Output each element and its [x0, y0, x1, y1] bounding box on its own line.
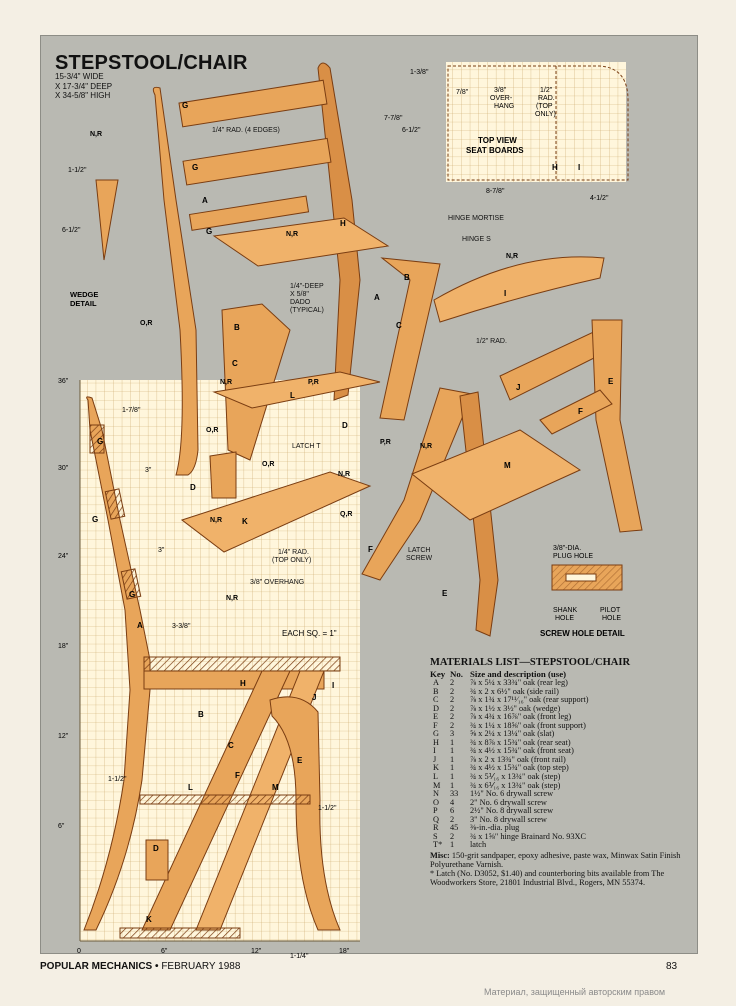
part-letter: M [504, 461, 511, 470]
material-key: K [433, 763, 439, 773]
material-desc: ¾ x 6⅟₁₆ x 13¾" oak (step) [470, 780, 561, 790]
material-desc: ⅞ x 1¾ x 17¹¹⁄₁₆" oak (rear support) [470, 695, 589, 705]
material-desc: 1½" No. 6 drywall screw [470, 789, 554, 799]
material-qty: 1 [450, 763, 455, 773]
sv-label-g1: G [97, 437, 104, 446]
misc-text: 150-grit sandpaper, epoxy adhesive, paste wax, Minwax Satin Finish Polyurethane Varnish. [430, 850, 681, 869]
dim-depth: X 17-3/4" DEEP [55, 81, 113, 91]
dim-width: 15-3/4" WIDE [55, 72, 104, 81]
side-part-m [140, 795, 310, 804]
material-key: G [433, 729, 439, 739]
material-key: O [433, 797, 439, 807]
materials-title: MATERIALS LIST—STEPSTOOL/CHAIR [430, 657, 631, 668]
sv-dim-3: 3" [158, 547, 165, 554]
sv-dim-7: 1-1/4" [290, 953, 309, 960]
material-qty: 2 [450, 678, 455, 687]
material-key: F [433, 720, 438, 730]
tv-dim-1: 1-3/8" [410, 69, 429, 76]
material-key: C [433, 695, 439, 705]
sv-dim-6: 1-1/2" [318, 805, 337, 812]
materials-note: * Latch (No. D3052, $1.40) and counterboring bits available from The Woodworkers Store, 21801 Industrial Blvd., Rogers, MN 55374. [430, 868, 665, 887]
material-desc: ¾ x 4½ x 15¾" oak (front seat) [470, 746, 574, 756]
sv-label-j: J [312, 693, 317, 702]
hinge-label: HINGE S [462, 236, 491, 243]
part-letter: H [340, 219, 346, 228]
tv-part-h: H [552, 163, 558, 172]
x-tick-label: 0 [77, 948, 81, 955]
material-qty: 6 [450, 806, 455, 816]
rad-edges-label: 1/4" RAD. (4 EDGES) [212, 127, 280, 134]
y-tick-label: 24" [58, 553, 69, 560]
material-desc: ¾ x 1¼ x 18⅝" oak (front support) [470, 720, 586, 730]
material-desc: ¾ x 1⅝" hinge Brainard No. 93XC [470, 831, 587, 841]
latch-label: LATCH T [292, 443, 321, 450]
tv-dim-2: 7-7/8" [384, 115, 403, 122]
part-letter: F [578, 407, 583, 416]
material-qty: 1 [450, 754, 455, 764]
material-desc: ¾ x 4½ x 15¾" oak (top step) [470, 763, 569, 773]
material-key: P [433, 806, 438, 816]
hinge-mortise-label: HINGE MORTISE [448, 215, 504, 222]
each-square-note: EACH SQ. = 1" [282, 629, 337, 638]
part-letter: B [234, 323, 240, 332]
rad-half-label: 1/2" RAD. [476, 338, 507, 345]
sv-label-i: I [332, 681, 335, 690]
plug-hole-label: 3/8"-DIA. PLUG HOLE [553, 545, 594, 560]
materials-row [430, 679, 688, 688]
sv-label-h: H [240, 679, 246, 688]
fastener-label: N,R [420, 443, 433, 450]
top-view-seat-boards [384, 62, 628, 202]
material-key: H [433, 737, 439, 747]
material-desc: 2" No. 6 drywall screw [470, 797, 547, 807]
tv-dim-width: 8-7/8" [486, 188, 505, 195]
material-qty: 33 [450, 789, 459, 799]
fastener-label: O,R [262, 461, 275, 468]
material-qty: 1 [450, 840, 455, 850]
fastener-label: N,R [210, 517, 223, 524]
materials-row [430, 833, 688, 842]
part-letter: A [374, 293, 380, 302]
part-letter: G [182, 101, 189, 110]
material-qty: 45 [450, 823, 459, 833]
misc-label: Misc: [430, 850, 450, 860]
material-qty: 2 [450, 720, 455, 730]
material-key: Q [433, 814, 439, 824]
material-qty: 2 [450, 814, 455, 824]
top-view-label: TOP VIEW SEAT BOARDS [466, 136, 524, 155]
sv-label-k: K [146, 915, 152, 924]
shank-hole-label: SHANK HOLE [553, 607, 578, 622]
x-tick-label: 12" [251, 948, 262, 955]
material-qty: 1 [450, 746, 455, 756]
material-qty: 3 [450, 729, 455, 739]
footer-bullet: • [155, 961, 159, 972]
material-qty: 2 [450, 712, 455, 722]
material-qty: 2 [450, 695, 455, 705]
materials-row [430, 790, 688, 799]
material-qty: 2 [450, 686, 455, 696]
material-key: D [433, 703, 439, 713]
x-tick-label: 18" [339, 948, 350, 955]
material-desc: 3" No. 8 drywall screw [470, 814, 547, 824]
sv-dim-4: 3-3/8" [172, 623, 191, 630]
material-qty: 2 [450, 831, 455, 841]
part-letter: L [290, 391, 295, 400]
pilot-hole-label: PILOT HOLE [600, 607, 622, 622]
side-view-x-axis [77, 948, 350, 955]
header-no: No. [450, 669, 463, 679]
part-letter: E [608, 377, 614, 386]
screw-hole-detail-title: SCREW HOLE DETAIL [540, 629, 625, 638]
material-key: M [433, 780, 441, 790]
fastener-label: N,R [338, 471, 351, 478]
sv-label-g2: G [92, 515, 99, 524]
material-desc: ⅞ x 1½ x 3½" oak (wedge) [470, 703, 561, 713]
x-tick-label: 6" [161, 948, 168, 955]
wedge-label: WEDGE DETAIL [70, 290, 99, 308]
part-letter: B [404, 273, 410, 282]
material-qty: 1 [450, 772, 455, 782]
footer [40, 961, 240, 972]
material-qty: 1 [450, 737, 455, 747]
part-letter: I [504, 289, 507, 298]
sv-label-b: B [198, 710, 204, 719]
part-letter: J [516, 383, 521, 392]
part-letter: D [190, 483, 196, 492]
sv-label-d: D [153, 844, 159, 853]
sv-dim-1: 1-7/8" [122, 407, 141, 414]
material-qty: 4 [450, 797, 455, 807]
fastener-label: N,R [286, 231, 299, 238]
part-letter: D [342, 421, 348, 430]
material-key: S [433, 831, 438, 841]
rad-top-label: 1/4" RAD. (TOP ONLY) [272, 549, 312, 564]
part-letter: C [396, 321, 402, 330]
side-part-h [144, 657, 340, 671]
issue-date: FEBRUARY 1988 [161, 961, 241, 972]
sv-dim-2: 3" [145, 467, 152, 474]
fastener-label: N,R [226, 595, 239, 602]
side-view-y-axis [58, 378, 69, 830]
fastener-label: N,R [220, 379, 233, 386]
sv-label-f: F [235, 771, 240, 780]
fastener-label: P,R [380, 439, 391, 446]
material-key: E [433, 712, 439, 722]
y-tick-label: 6" [58, 823, 65, 830]
material-desc: ⅞ x 2 x 13¾" oak (front rail) [470, 754, 566, 764]
tv-radius: 1/2" RAD. (TOP ONLY) [535, 87, 556, 118]
sv-label-l: L [188, 783, 193, 792]
material-key: R [433, 823, 439, 833]
part-letter: F [368, 545, 373, 554]
material-desc: ¾ x 2 x 6½" oak (side rail) [470, 686, 559, 696]
tv-overhang: 3/8" OVER-HANG [490, 87, 515, 110]
materials-row [430, 841, 688, 850]
material-desc: ¾ x 5⅟₁₆ x 13¾" oak (step) [470, 772, 561, 782]
sv-label-g3: G [129, 590, 136, 599]
sv-dim-5: 1-1/2" [108, 776, 127, 783]
side-part-k [120, 928, 240, 938]
overhang-label: 3/8" OVERHANG [250, 579, 305, 586]
materials-row [430, 816, 688, 825]
sv-label-a: A [137, 621, 143, 630]
part-letter: A [202, 196, 208, 205]
y-tick-label: 18" [58, 643, 69, 650]
material-desc: ⅞ x 5¼ x 33¾" oak (rear leg) [470, 678, 568, 687]
wedge-detail [62, 167, 118, 308]
materials-row [430, 807, 688, 816]
material-desc: 2½" No. 8 drywall screw [470, 806, 554, 816]
fastener-label: Q,R [340, 511, 353, 518]
sv-label-c: C [228, 741, 234, 750]
y-tick-label: 12" [58, 733, 69, 740]
material-desc: ¾ x 8⅞ x 15¾" oak (rear seat) [470, 737, 571, 747]
tv-dim-front: 4-1/2" [590, 195, 609, 202]
dado-label: 1/4"-DEEP X 5/8" DADO (TYPICAL) [290, 283, 324, 314]
material-desc: ⅞ x 4¾ x 16⅞" oak (front leg) [470, 712, 572, 722]
part-letter: G [206, 227, 213, 236]
fastener-label: O,R [206, 427, 219, 434]
page-number: 83 [666, 961, 678, 972]
header-key: Key [430, 669, 446, 679]
tv-dim-4: 7/8" [456, 89, 469, 96]
latch-screw-label: LATCH SCREW [406, 547, 433, 562]
sv-label-e: E [297, 756, 303, 765]
material-qty: 2 [450, 703, 455, 713]
dim-height: X 34-5/8" HIGH [55, 91, 111, 100]
side-view [58, 378, 360, 960]
tv-part-i: I [578, 163, 581, 172]
y-tick-label: 36" [58, 378, 69, 385]
material-key: T* [433, 840, 443, 850]
fastener-label: O,R [140, 320, 153, 327]
fastener-label: N,R [506, 253, 519, 260]
part-letter: E [442, 589, 448, 598]
sv-label-m: M [272, 783, 279, 792]
fastener-label: P,R [308, 379, 319, 386]
materials-row [430, 722, 688, 731]
tv-dim-3: 6-1/2" [402, 127, 421, 134]
materials-list [430, 657, 688, 887]
screw-hole-detail [540, 545, 625, 638]
part-letter: C [232, 359, 238, 368]
materials-misc [430, 851, 688, 869]
material-desc: ⅝ x 2¼ x 13¼" oak (slat) [470, 729, 555, 739]
material-key: J [433, 754, 437, 764]
material-key: A [433, 678, 439, 687]
materials-row [430, 782, 688, 791]
material-key: B [433, 686, 439, 696]
part-letter: G [192, 163, 199, 172]
material-desc: ⅜-in.-dia. plug [470, 823, 520, 833]
fastener-label: N,R [90, 131, 103, 138]
page-title: STEPSTOOL/CHAIR [55, 52, 248, 74]
wedge-dim-height: 6-1/2" [62, 227, 81, 234]
material-key: N [433, 789, 439, 799]
y-tick-label: 30" [58, 465, 69, 472]
watermark: Материал, защищенный авторским правом [484, 987, 666, 997]
part-letter: K [242, 517, 248, 526]
header-size: Size and description (use) [470, 669, 567, 679]
material-qty: 1 [450, 780, 455, 790]
material-key: I [433, 746, 436, 756]
wedge-dim-width: 1-1/2" [68, 167, 87, 174]
material-desc: latch [470, 840, 487, 850]
magazine-name: POPULAR MECHANICS [40, 961, 153, 972]
materials-row [430, 799, 688, 808]
materials-rows [430, 679, 688, 850]
material-key: L [433, 772, 439, 782]
